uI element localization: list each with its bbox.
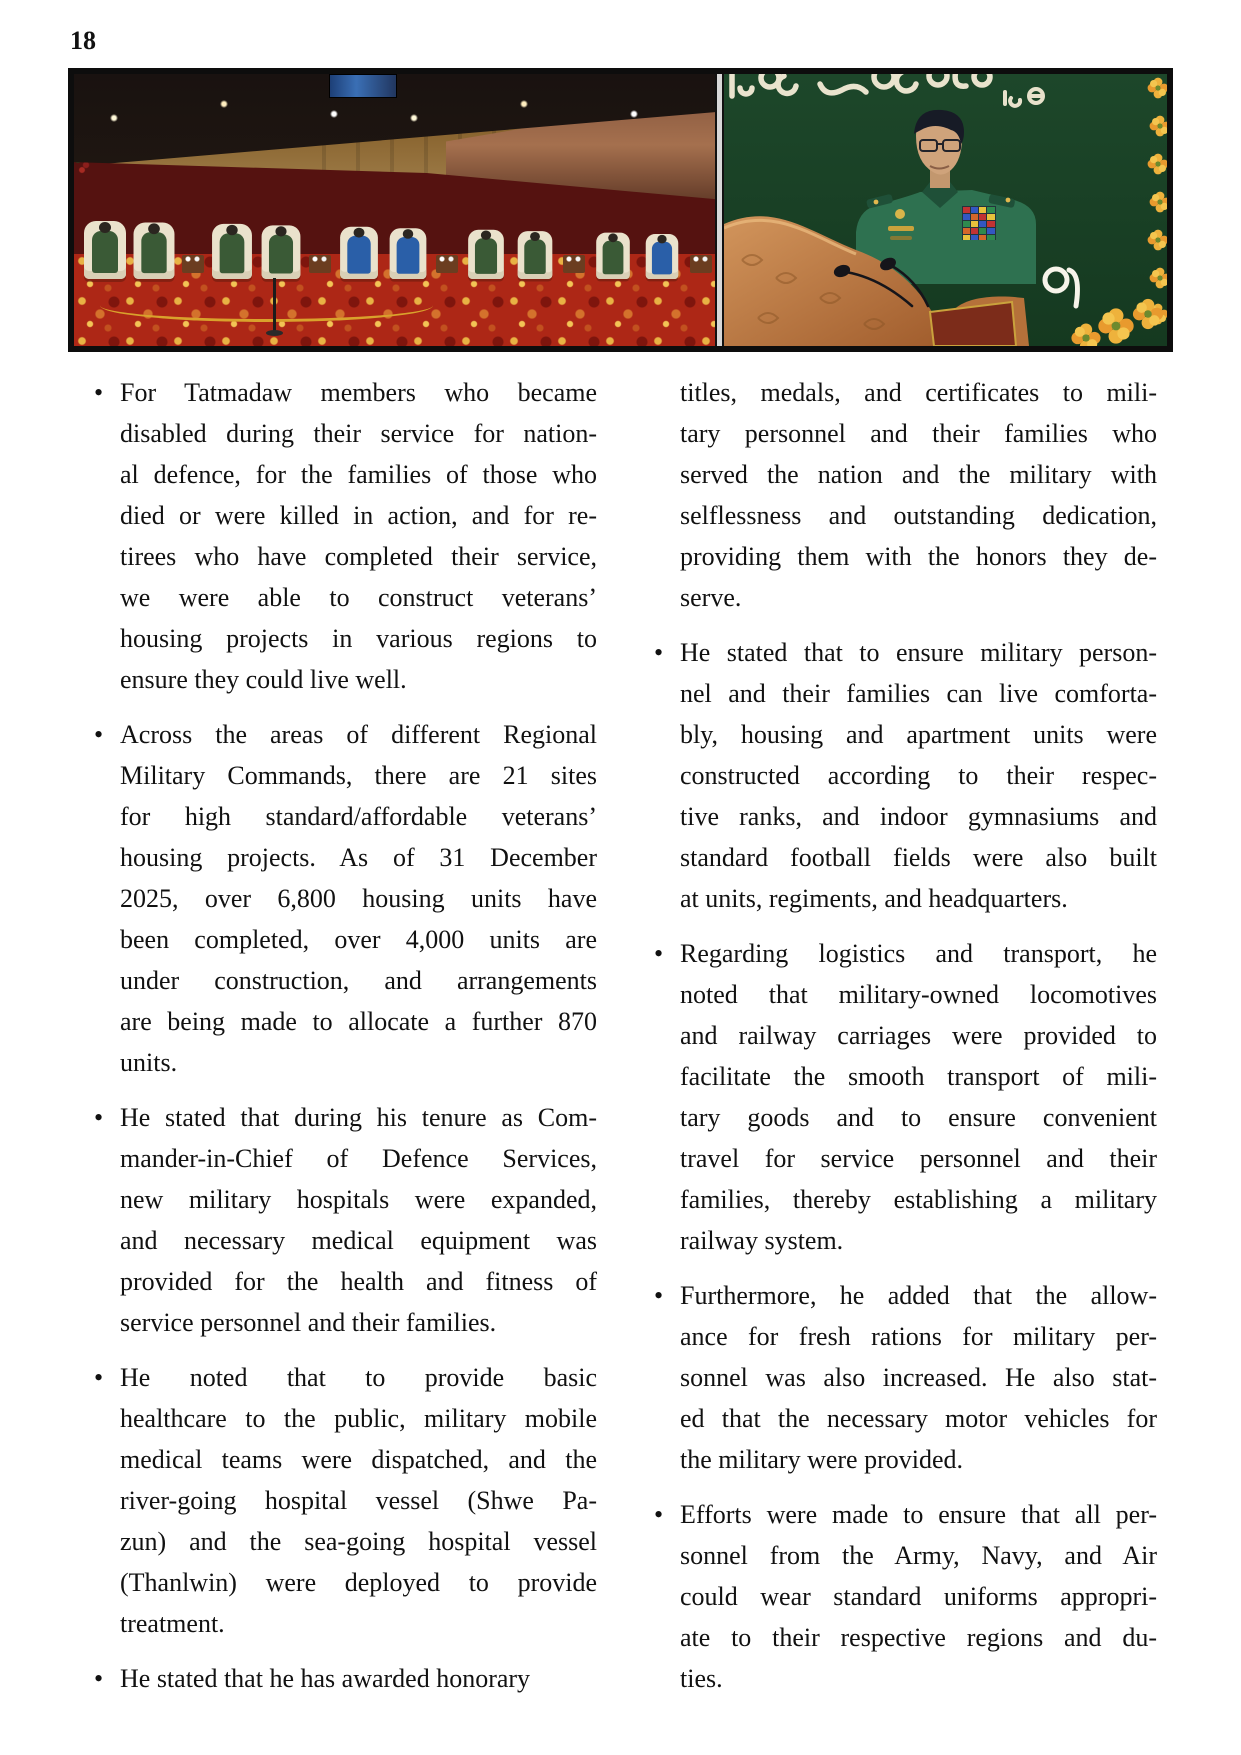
bullet-marker: • (94, 720, 104, 749)
bullet-marker: • (94, 1103, 104, 1132)
officer-figure (141, 232, 166, 273)
microphone-stand-icon (273, 278, 276, 332)
text-line: standard football fields were also built (680, 843, 1157, 872)
bullet-paragraph (93, 1357, 597, 1644)
bullet-paragraph (653, 933, 1157, 1261)
bullet-paragraph (93, 372, 597, 700)
text-line: service personnel and their families. (120, 1308, 497, 1337)
officer-figure (524, 239, 545, 274)
text-line: Efforts were made to ensure that all per- (680, 1500, 1157, 1529)
text-line: families, thereby establishing a military (680, 1185, 1157, 1214)
text-line: Military Commands, there are 21 sites (120, 761, 597, 790)
armchair (468, 230, 504, 279)
text-line: the military were provided. (680, 1445, 964, 1474)
officer-figure (347, 236, 370, 274)
text-line: facilitate the smooth transport of mili- (680, 1062, 1157, 1091)
bullet-marker: • (654, 638, 664, 667)
officer-figure (269, 234, 293, 273)
paragraph (653, 372, 1157, 618)
text-line: and railway carriages were provided to (680, 1021, 1157, 1050)
text-line: railway system. (680, 1226, 844, 1255)
text-line: under construction, and arrangements (120, 966, 597, 995)
text-line: could wear standard uniforms appropri- (680, 1582, 1157, 1611)
text-line: tary goods and to ensure convenient (680, 1103, 1157, 1132)
front-row-armchairs (78, 221, 715, 303)
text-line: Furthermore, he added that the allow- (680, 1281, 1157, 1310)
text-line: healthcare to the public, military mobile (120, 1404, 597, 1433)
text-line: He stated that he has awarded honorary (120, 1664, 531, 1693)
bullet-marker: • (654, 1500, 664, 1529)
text-line: He stated that during his tenure as Com- (120, 1103, 597, 1132)
bullet-paragraph (653, 1494, 1157, 1699)
side-table (563, 255, 585, 273)
officer-figure (603, 240, 624, 274)
bullet-paragraph (653, 632, 1157, 919)
text-line: been completed, over 4,000 units are (120, 925, 597, 954)
text-line: housing projects in various regions to (120, 624, 597, 653)
text-line: mander-in-Chief of Defence Services, (120, 1144, 597, 1173)
text-line: provided for the health and fitness of (120, 1267, 597, 1296)
bullet-marker: • (94, 378, 104, 407)
text-line: noted that military-owned locomotives (680, 980, 1157, 1009)
armchair (518, 231, 553, 279)
text-line: serve. (680, 583, 742, 612)
bullet-marker: • (654, 1281, 664, 1310)
armchair (390, 228, 427, 279)
text-line: ties. (680, 1664, 723, 1693)
speaker-photo (724, 74, 1167, 346)
text-line: we were able to construct veterans’ (120, 583, 597, 612)
text-line: at units, regiments, and headquarters. (680, 884, 1068, 913)
bullet-paragraph (93, 1658, 597, 1699)
text-line: for high standard/affordable veterans’ (120, 802, 597, 831)
text-line: new military hospitals were expanded, (120, 1185, 597, 1214)
side-table (436, 255, 458, 273)
text-line: disabled during their service for nation- (120, 419, 597, 448)
bullet-paragraph (93, 714, 597, 1083)
officer-figure (92, 231, 118, 273)
armchair (84, 221, 126, 279)
text-column-left (93, 372, 597, 1713)
text-line: died or were killed in action, and for re- (120, 501, 597, 530)
bullet-marker: • (654, 939, 664, 968)
officer-figure (475, 238, 497, 274)
rope-barrier (100, 289, 433, 322)
armchair (646, 234, 679, 279)
bullet-marker: • (94, 1664, 104, 1693)
armchair (262, 225, 301, 279)
text-line: (Thanlwin) were deployed to provide (120, 1568, 597, 1597)
bullet-marker: • (94, 1363, 104, 1392)
text-line: providing them with the honors they de- (680, 542, 1157, 571)
text-line: housing projects. As of 31 December (120, 843, 597, 872)
text-line: titles, medals, and certificates to mili- (680, 378, 1157, 407)
text-line: bly, housing and apartment units were (680, 720, 1157, 749)
projection-screen (329, 74, 397, 98)
text-line: nel and their families can live comforta- (680, 679, 1157, 708)
text-line: river-going hospital vessel (Shwe Pa- (120, 1486, 597, 1515)
text-line: tirees who have completed their service, (120, 542, 597, 571)
auditorium-photo (74, 74, 715, 346)
text-line: Regarding logistics and transport, he (680, 939, 1157, 968)
text-column-right (653, 372, 1157, 1713)
side-table (690, 255, 712, 273)
photo-block (68, 68, 1173, 352)
text-line: ensure they could live well. (120, 665, 407, 694)
text-line: sonnel from the Army, Navy, and Air (680, 1541, 1157, 1570)
text-line: served the nation and the military with (680, 460, 1157, 489)
armchair (212, 224, 252, 279)
text-line: tary personnel and their families who (680, 419, 1157, 448)
officer-figure (397, 237, 420, 274)
photo-divider (715, 74, 724, 346)
text-line: sonnel was also increased. He also stat- (680, 1363, 1157, 1392)
text-line: zun) and the sea-going hospital vessel (120, 1527, 597, 1556)
text-line: tive ranks, and indoor gymnasiums and (680, 802, 1157, 831)
text-line: constructed according to their respec- (680, 761, 1157, 790)
officer-figure (220, 233, 245, 273)
text-line: treatment. (120, 1609, 225, 1638)
side-table (309, 255, 331, 273)
text-line: medical teams were dispatched, and the (120, 1445, 597, 1474)
side-table (182, 255, 204, 273)
text-line: are being made to allocate a further 870 (120, 1007, 597, 1036)
text-line: ed that the necessary motor vehicles for (680, 1404, 1157, 1433)
bullet-paragraph (653, 1275, 1157, 1480)
armchair (134, 222, 175, 279)
text-line: For Tatmadaw members who became (120, 378, 597, 407)
armchair (596, 232, 630, 278)
text-line: al defence, for the families of those who (120, 460, 597, 489)
text-line: and necessary medical equipment was (120, 1226, 597, 1255)
text-line: He noted that to provide basic (120, 1363, 597, 1392)
text-line: selflessness and outstanding dedication, (680, 501, 1157, 530)
text-line: 2025, over 6,800 housing units have (120, 884, 597, 913)
text-line: Across the areas of different Regional (120, 720, 597, 749)
text-line: units. (120, 1048, 178, 1077)
text-line: travel for service personnel and their (680, 1144, 1157, 1173)
armchair (340, 227, 378, 279)
medal-ribbons (962, 206, 996, 240)
text-line: He stated that to ensure military person- (680, 638, 1157, 667)
text-line: ance for fresh rations for military per- (680, 1322, 1157, 1351)
bullet-paragraph (93, 1097, 597, 1343)
officer-figure (652, 242, 672, 275)
speaker-photo-art (724, 74, 1167, 346)
page-number: 18 (70, 26, 96, 55)
text-line: ate to their respective regions and du- (680, 1623, 1157, 1652)
